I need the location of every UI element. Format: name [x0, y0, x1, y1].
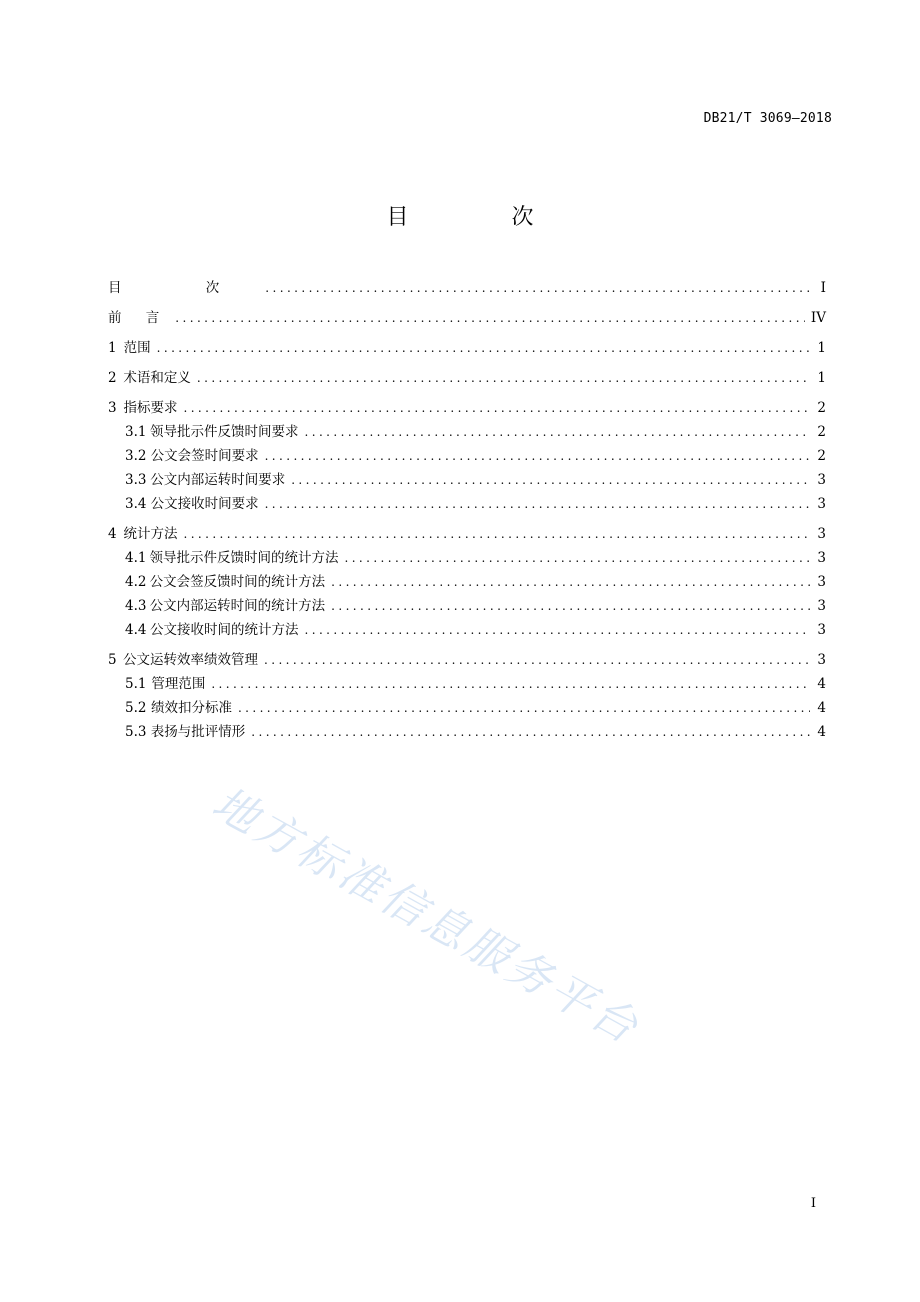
- toc-leader-dots: [265, 444, 810, 468]
- toc-leader-dots: [265, 276, 810, 300]
- toc-entry-number: 5.3: [125, 724, 147, 740]
- toc-entry[interactable]: [108, 276, 826, 300]
- toc-entry-page: 4: [817, 700, 826, 716]
- toc-entry-page: 3: [817, 574, 826, 590]
- toc-entry-page: 3: [817, 550, 826, 566]
- toc-leader-dots: [197, 366, 810, 390]
- toc-entry-number: 3.2: [125, 448, 147, 464]
- toc-entry[interactable]: [108, 306, 826, 330]
- table-of-contents: [108, 276, 826, 744]
- toc-entry-label: 表扬与批评情形: [150, 724, 246, 740]
- toc-entry[interactable]: [108, 696, 826, 720]
- toc-entry-number: 3.4: [125, 496, 147, 512]
- toc-entry-label: 公文内部运转时间要求: [150, 472, 286, 488]
- toc-leader-dots: [251, 720, 810, 744]
- toc-leader-dots: [211, 672, 810, 696]
- toc-entry-number: 3.3: [125, 472, 147, 488]
- toc-entry-number: 4.1: [125, 550, 147, 566]
- toc-entry[interactable]: [108, 396, 826, 420]
- toc-leader-dots: [305, 618, 810, 642]
- toc-entry[interactable]: [108, 594, 826, 618]
- toc-entry[interactable]: [108, 336, 826, 360]
- toc-entry-label: 统计方法: [123, 526, 178, 542]
- toc-leader-dots: [291, 468, 810, 492]
- toc-leader-dots: [175, 306, 805, 330]
- toc-entry-label: 范围: [123, 340, 151, 356]
- toc-entry-page: 4: [817, 724, 826, 740]
- toc-entry-page: 3: [817, 526, 826, 542]
- toc-entry[interactable]: [108, 522, 826, 546]
- toc-entry[interactable]: [108, 420, 826, 444]
- watermark: 地方标准信息服务平台: [203, 777, 649, 1055]
- toc-entry-number: 5.1: [125, 676, 147, 692]
- toc-entry-label: 公文会签反馈时间的统计方法: [149, 574, 326, 590]
- toc-entry-label: 绩效扣分标准: [150, 700, 232, 716]
- toc-entry-page: 3: [817, 472, 826, 488]
- toc-entry-page: 4: [817, 676, 826, 692]
- toc-entry-label: 公文会签时间要求: [150, 448, 259, 464]
- toc-entry-page: 1: [817, 370, 826, 386]
- toc-entry-label: 公文接收时间要求: [150, 496, 259, 512]
- toc-entry-label: 术语和定义: [123, 370, 191, 386]
- toc-entry[interactable]: [108, 468, 826, 492]
- toc-entry-page: 3: [817, 496, 826, 512]
- toc-entry-page: 2: [817, 400, 826, 416]
- toc-leader-dots: [331, 570, 810, 594]
- toc-entry-number: 4: [108, 526, 117, 542]
- toc-entry-page: 1: [817, 340, 826, 356]
- toc-entry-page: IV: [810, 310, 826, 326]
- toc-leader-dots: [157, 336, 810, 360]
- page-title: 目 次: [386, 205, 582, 230]
- toc-entry-number: 5.2: [125, 700, 147, 716]
- toc-entry-label: 前 言: [108, 310, 170, 326]
- toc-entry-number: 1: [108, 340, 117, 356]
- toc-entry[interactable]: [108, 546, 826, 570]
- toc-entry-page: 3: [817, 622, 826, 638]
- toc-leader-dots: [238, 696, 810, 720]
- toc-entry[interactable]: [108, 618, 826, 642]
- toc-entry-label: 管理范围: [151, 676, 206, 692]
- toc-leader-dots: [265, 492, 810, 516]
- toc-entry-number: 5: [108, 652, 117, 668]
- toc-entry-page: 2: [817, 424, 826, 440]
- toc-entry-page: 2: [817, 448, 826, 464]
- toc-leader-dots: [264, 648, 810, 672]
- toc-entry[interactable]: [108, 366, 826, 390]
- toc-leader-dots: [331, 594, 810, 618]
- toc-entry-number: 4.2: [125, 574, 147, 590]
- toc-entry[interactable]: [108, 570, 826, 594]
- toc-entry-number: 3: [108, 400, 117, 416]
- toc-leader-dots: [183, 522, 810, 546]
- toc-entry-label: 领导批示件反馈时间的统计方法: [149, 550, 339, 566]
- toc-leader-dots: [344, 546, 810, 570]
- page-number: I: [810, 1196, 816, 1211]
- toc-leader-dots: [183, 396, 810, 420]
- toc-entry[interactable]: [108, 492, 826, 516]
- toc-entry-number: 2: [108, 370, 117, 386]
- toc-entry-number: 3.1: [125, 424, 147, 440]
- toc-leader-dots: [305, 420, 810, 444]
- toc-entry[interactable]: [108, 648, 826, 672]
- toc-entry[interactable]: [108, 672, 826, 696]
- toc-entry-label: 公文接收时间的统计方法: [150, 622, 299, 638]
- toc-entry-label: 目 次: [108, 280, 260, 296]
- document-code: DB21/T 3069—2018: [703, 111, 832, 126]
- toc-entry-label: 指标要求: [123, 400, 178, 416]
- toc-entry[interactable]: [108, 444, 826, 468]
- toc-entry-number: 4.4: [125, 622, 147, 638]
- toc-entry-page: 3: [817, 598, 826, 614]
- toc-entry-number: 4.3: [125, 598, 147, 614]
- toc-entry[interactable]: [108, 720, 826, 744]
- toc-entry-page: I: [820, 280, 826, 296]
- toc-entry-label: 领导批示件反馈时间要求: [150, 424, 299, 440]
- toc-entry-page: 3: [817, 652, 826, 668]
- toc-entry-label: 公文运转效率绩效管理: [123, 652, 259, 668]
- toc-entry-label: 公文内部运转时间的统计方法: [149, 598, 326, 614]
